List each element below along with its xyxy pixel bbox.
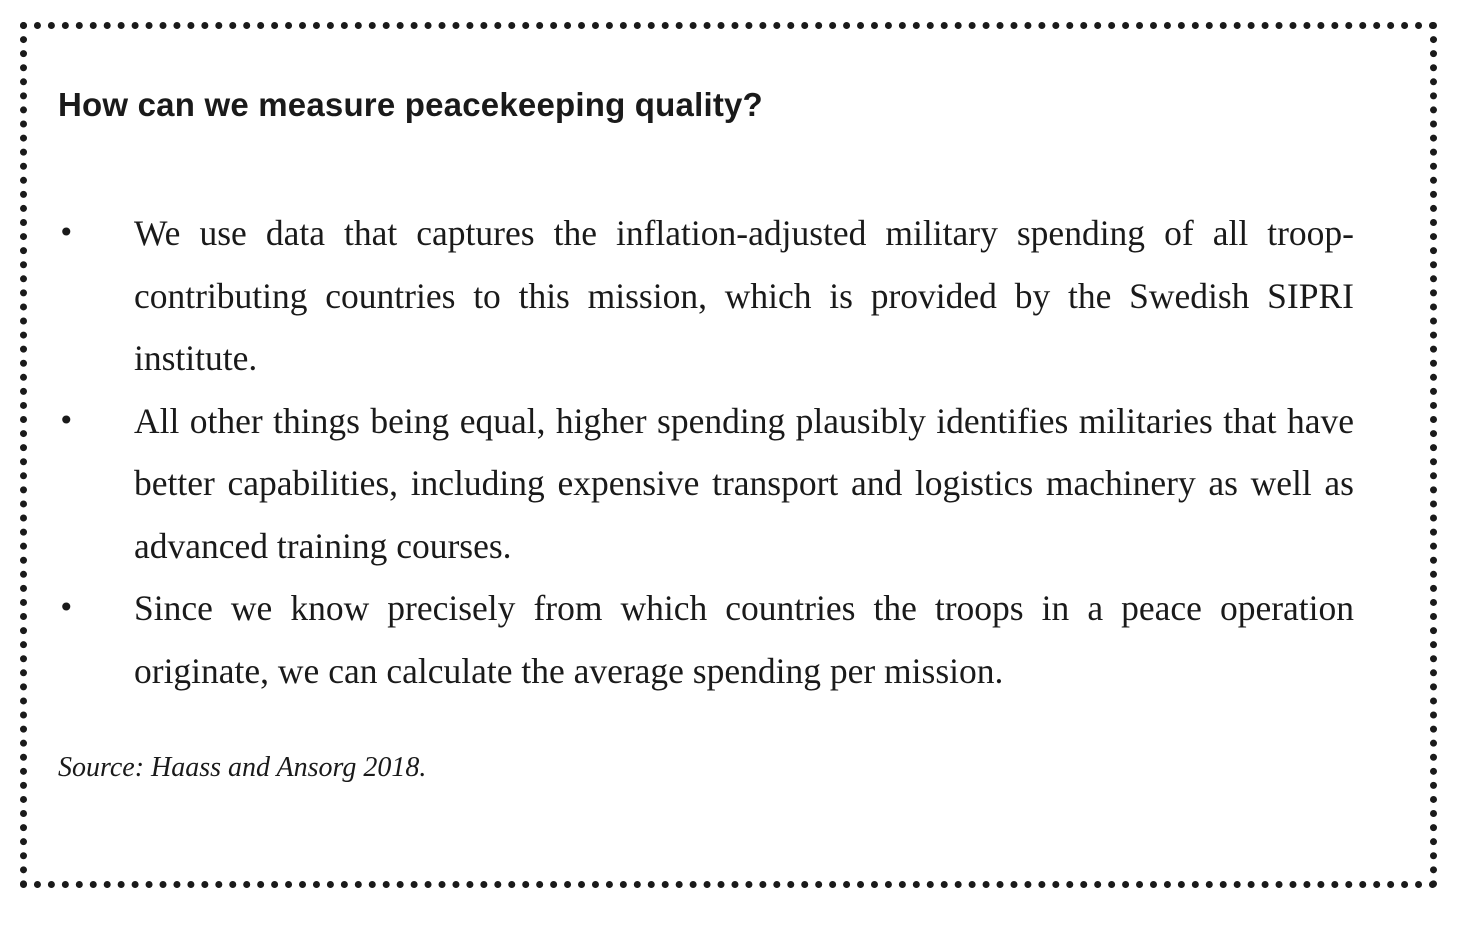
bullet-icon: • bbox=[58, 216, 75, 249]
list-item bbox=[58, 577, 1354, 702]
source-citation: Source: Haass and Ansorg 2018. bbox=[58, 752, 427, 783]
bullet-text: We use data that captures the inflation-adjusted military spending of all troop-contributing countries to this mission, which is provided by the Swedish SIPRI institute. bbox=[134, 213, 1354, 378]
bullet-list bbox=[58, 202, 1354, 702]
bullet-text: Since we know precisely from which countries the troops in a peace operation originate, we can calculate the average spending per mission. bbox=[134, 588, 1354, 691]
list-item bbox=[58, 202, 1354, 390]
bullet-text: All other things being equal, higher spending plausibly identifies militaries that have better capabilities, including expensive transport and logistics machinery as well as advanced training courses. bbox=[134, 400, 1354, 566]
box-title: How can we measure peacekeeping quality? bbox=[58, 86, 763, 123]
bullet-icon: • bbox=[58, 403, 75, 437]
bullet-icon: • bbox=[58, 591, 75, 624]
list-item bbox=[58, 390, 1354, 578]
